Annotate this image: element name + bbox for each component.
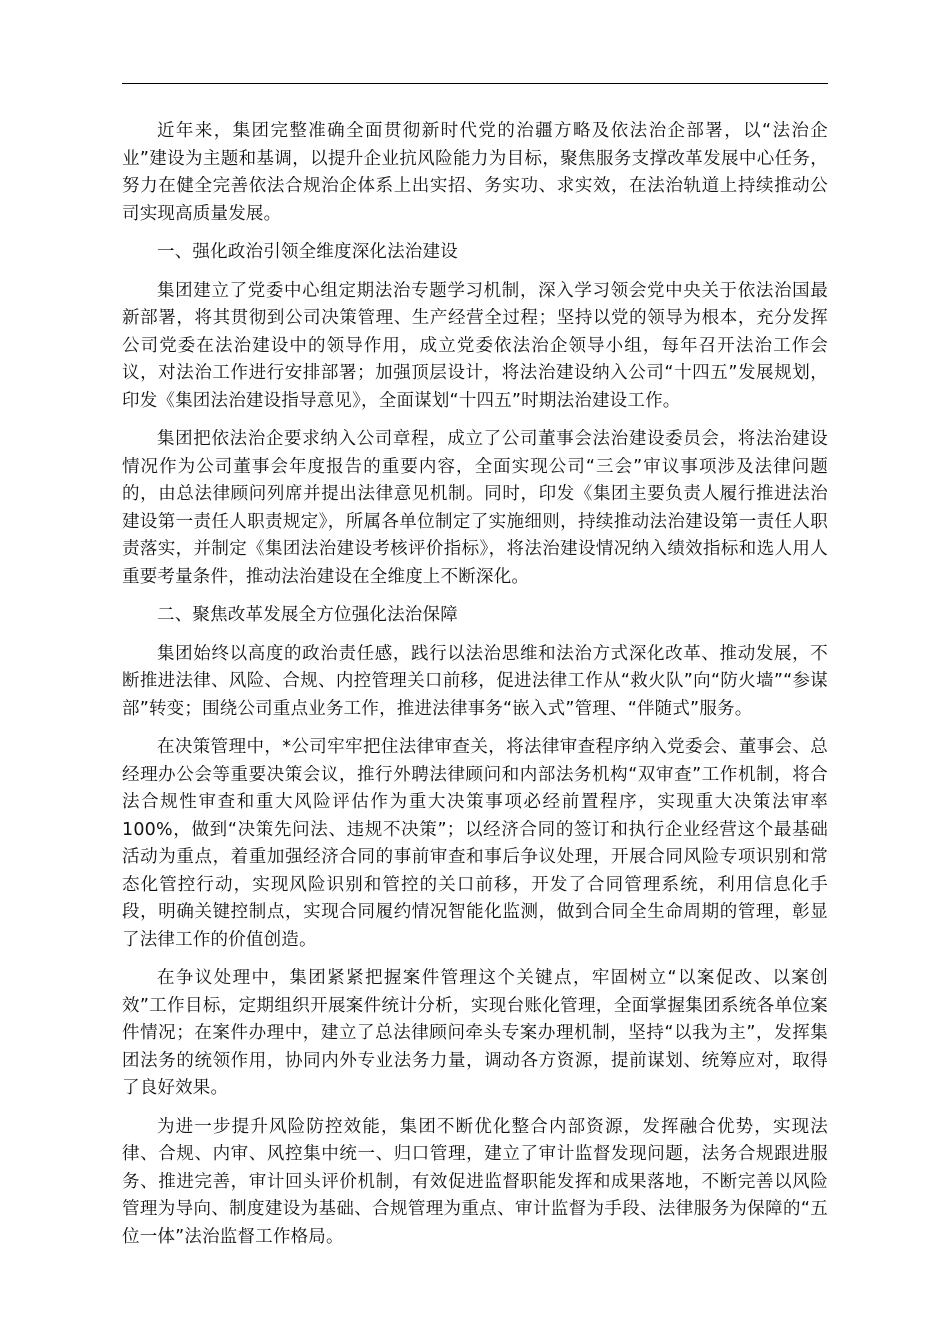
paragraph-political-responsibility: 集团始终以高度的政治责任感，践行以法治思维和法治方式深化改革、推动发展，不断推进法律、风险、合规、内控管理关口前移，促进法律工作从“救火队”向“防火墙”“参谋部”转变；围绕公司重点业务工作，推进法律事务“嵌入式”管理、“伴随式”服务。: [122, 643, 828, 719]
header-rule: [122, 83, 828, 84]
section-heading-1: 一、强化政治引领全维度深化法治建设: [157, 242, 458, 262]
paragraph-charter: 集团把依法治企要求纳入公司章程，成立了公司董事会法治建设委员会，将法治建设情况作为公司董事会年度报告的重要内容，全面实现公司“三会”审议事项涉及法律问题的，由总法律顾问列席并提出法律意见机制。同时，印发《集团主要负责人履行推进法治建设第一责任人职责规定》，所属各单位制定了实施细则，持续推动法治建设第一责任人职责落实，并制定《集团法治建设考核评价指标》，将法治建设情况纳入绩效指标和选人用人重要考量条件，推动法治建设在全维度上不断深化。: [122, 429, 828, 587]
paragraph-dispute-handling: 在争议处理中，集团紧紧把握案件管理这个关键点，牢固树立“以案促改、以案创效”工作目标，定期组织开展案件统计分析，实现台账化管理，全面掌握集团系统各单位案件情况；在案件办理中，建立了总法律顾问牵头专案办理机制，坚持“以我为主”，发挥集团法务的统领作用，协同内外专业法务力量，调动各方资源，提前谋划、统筹应对，取得了良好效果。: [122, 968, 828, 1098]
section-heading-2: 二、聚焦改革发展全方位强化法治保障: [157, 605, 458, 625]
paragraph-study-mechanism: 集团建立了党委中心组定期法治专题学习机制，深入学习领会党中央关于依法治国最新部署，将其贯彻到公司决策管理、生产经营全过程；坚持以党的领导为根本，充分发挥公司党委在法治建设中的领导作用，成立党委依法治企领导小组，每年召开法治工作会议，对法治工作进行安排部署；加强顶层设计，将法治建设纳入公司“十四五”发展规划，印发《集团法治建设指导意见》，全面谋划“十四五”时期法治建设工作。: [122, 280, 828, 411]
document-body: [122, 118, 828, 1262]
paragraph-risk-control: 为进一步提升风险防控效能，集团不断优化整合内部资源，发挥融合优势，实现法律、合规、内审、风控集中统一、归口管理，建立了审计监督发现问题，法务合规跟进服务、推进完善，审计回头评价机制，有效促进监督职能发挥和成果落地，不断完善以风险管理为导向、制度建设为基础、合规管理为重点、审计监督为手段、法律服务为保障的“五位一体”法治监督工作格局。: [122, 1116, 828, 1247]
paragraph-intro: 近年来，集团完整准确全面贯彻新时代党的治疆方略及依法治企部署，以“法治企业”建设为主题和基调，以提升企业抗风险能力为目标，聚焦服务支撑改革发展中心任务，努力在健全完善依法合规治企体系上出实招、务实功、求实效，在法治轨道上持续推动公司实现高质量发展。: [122, 121, 828, 224]
paragraph-decision-management: 在决策管理中，*公司牢牢把住法律审查关，将法律审查程序纳入党委会、董事会、总经理办公会等重要决策会议，推行外聘法律顾问和内部法务机构“双审查”工作机制，将合法合规性审查和重大风险评估作为重大决策事项必经前置程序，实现重大决策法审率100%，做到“决策先问法、违规不决策”；以经济合同的签订和执行企业经营这个最基础活动为重点，着重加强经济合同的事前审查和事后争议处理，开展合同风险专项识别和常态化管控行动，实现风险识别和管控的关口前移，开发了合同管理系统，利用信息化手段，明确关键控制点，实现合同履约情况智能化监测，做到合同全生命周期的管理，彰显了法律工作的价值创造。: [122, 737, 828, 950]
